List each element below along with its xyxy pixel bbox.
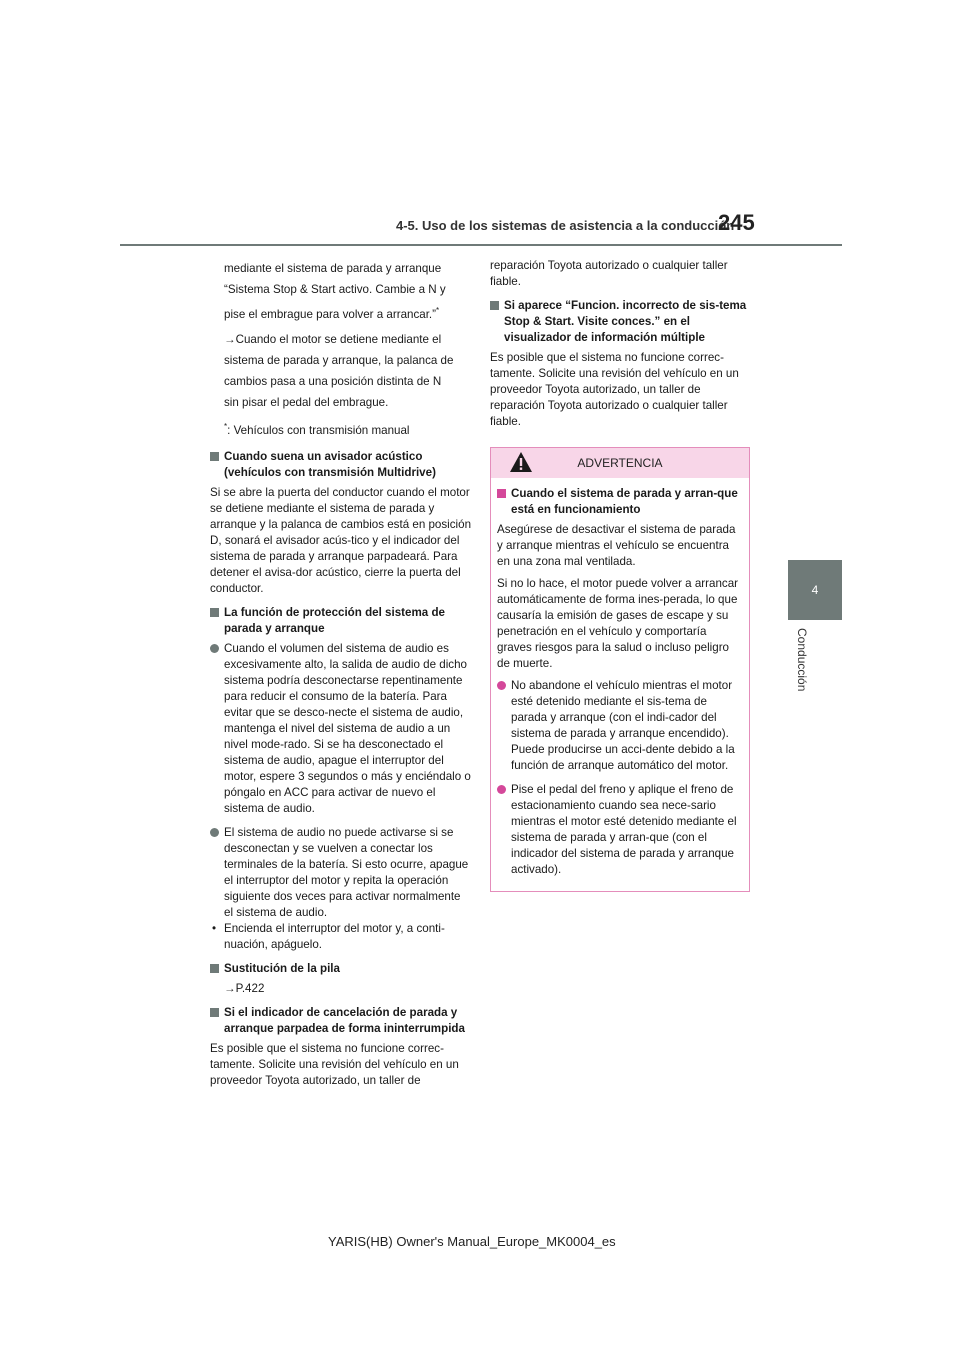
left-column (210, 258, 472, 1095)
warning-paragraph: Si no lo hace, el motor puede volver a arrancar automáticamente de forma ines-perada, lo que causaría la emisión de gases de escape y su penetración en el vehículo y comportaría graves riesgos para la salud o incluso peligro de muerte. (497, 577, 739, 670)
paragraph: reparación Toyota autorizado o cualquier taller fiable. (490, 259, 728, 288)
paragraph: Es posible que el sistema no funcione correc-tamente. Solicite una revisión del vehículo en un proveedor Toyota autorizado, un taller de reparación Toyota autorizado o cualquier taller fiable. (490, 351, 739, 428)
warning-bullet: No abandone el vehículo mientras el motor esté detenido mediante el sis-tema de parada y arranque (con el indi-cador del sistema de parada y arranque encendido). Puede producirse un acci-dente debido a la función de arranque automático del motor. (497, 678, 743, 774)
square-marker-icon (210, 452, 219, 461)
circle-bullet-icon (497, 681, 506, 690)
warning-triangle-icon (509, 451, 533, 473)
page-number: 245 (718, 210, 755, 235)
section-heading: Si el indicador de cancelación de parada y arranque parpadea de forma ininterrumpida (210, 1005, 472, 1037)
warning-heading: Cuando el sistema de parada y arran-que está en funcionamiento (497, 486, 743, 518)
square-marker-icon (210, 1008, 219, 1017)
circle-bullet-icon (210, 644, 219, 653)
right-column (490, 258, 754, 436)
warning-box (490, 447, 750, 892)
bullet-item: Cuando el volumen del sistema de audio es excesivamente alto, la salida de audio de dicho sistema podría desconectarse repentinamente para reducir el consumo de la batería. Para evitar que se desco-necte el sistema de audio, mantenga el nivel del sistema de audio a un nivel mode-rado. Si se ha desconectado el sistema de audio, apague el interruptor del motor, espere 3 segundos o más y enciéndalo o póngalo en ACC para activar de nuevo el sistema de audio. (210, 641, 472, 817)
warning-title: ADVERTENCIA (577, 456, 663, 470)
warning-header (491, 448, 749, 478)
intro-line: mediante el sistema de parada y arranque (224, 262, 442, 275)
result-text (210, 329, 472, 413)
result-line: →Cuando el motor se detiene mediante el (224, 332, 442, 346)
paragraph: Si se abre la puerta del conductor cuando el motor se detiene mediante el sistema de parada y arranque y la palanca de cambios está en posición D, sonará el avisador acús-tico y el indicador del sistema de parada y arranque parpadeará. Para detener el avisa-dor acústico, cierre la puerta del conductor. (210, 485, 472, 595)
document-footer: YARIS(HB) Owner's Manual_Europe_MK0004_es (328, 1234, 616, 1249)
warning-bullet: Pise el pedal del freno y aplique el freno de estacionamiento cuando sea nece-sario mientras el motor esté detenido mediante el sistema de parada y arran-que (con el indicador del sistema de parada y arranque activado). (497, 782, 743, 878)
footnote-marker: * (224, 421, 228, 431)
result-line: sistema de parada y arranque, la palanca de (224, 353, 454, 367)
bullet-item: El sistema de audio no puede activarse si se desconectan y se vuelven a conectar los terminales de la batería. Si esto ocurre, apague el interruptor del motor y repita la operación siguiente dos veces para activar normalmente el sistema de audio. (210, 825, 472, 921)
chapter-tab (788, 560, 842, 620)
intro-line: “Sistema Stop & Start activo. Cambie a N y (224, 283, 446, 296)
circle-bullet-icon (497, 785, 506, 794)
section-heading: Si aparece “Funcion. incorrecto de sis-tema Stop & Start. Visite conces.” en el visualizador de información múltiple (490, 298, 754, 346)
circle-bullet-icon (210, 828, 219, 837)
paragraph: Es posible que el sistema no funcione correc-tamente. Solicite una revisión del vehículo en un proveedor Toyota autorizado, un taller de (210, 1041, 459, 1087)
warning-body (491, 478, 749, 878)
section-heading: Sustitución de la pila (210, 961, 472, 977)
intro-text (210, 258, 472, 325)
section-heading: La función de protección del sistema de parada y arranque (210, 605, 472, 637)
chapter-label: Conducción (795, 628, 809, 692)
header-divider (120, 244, 842, 246)
intro-line: pise el embrague para volver a arrancar.”* (224, 306, 440, 321)
result-line: cambios pasa a una posición distinta de N (224, 374, 442, 388)
section-title: 4-5. Uso de los sistemas de asistencia a la conducción (396, 218, 735, 233)
square-marker-icon (490, 301, 499, 310)
footnote: *: Vehículos con transmisión manual (224, 421, 410, 437)
square-marker-icon (210, 608, 219, 617)
section-heading: Cuando suena un avisador acústico (vehículos con transmisión Multidrive) (210, 449, 472, 481)
dot-bullet-icon: • (212, 921, 217, 935)
result-line: sin pisar el pedal del embrague. (224, 395, 389, 409)
footnote-marker: * (436, 306, 440, 315)
square-marker-icon (210, 964, 219, 973)
warning-paragraph: Asegúrese de desactivar el sistema de parada y arranque mientras el vehículo se encuentra en una zona mal ventilada. (497, 523, 736, 568)
chapter-number: 4 (811, 583, 819, 597)
page-reference: →P.422 (224, 981, 265, 995)
square-marker-icon (497, 489, 506, 498)
sub-bullet-item: • Encienda el interruptor del motor y, a conti-nuación, apáguelo. (212, 921, 445, 951)
